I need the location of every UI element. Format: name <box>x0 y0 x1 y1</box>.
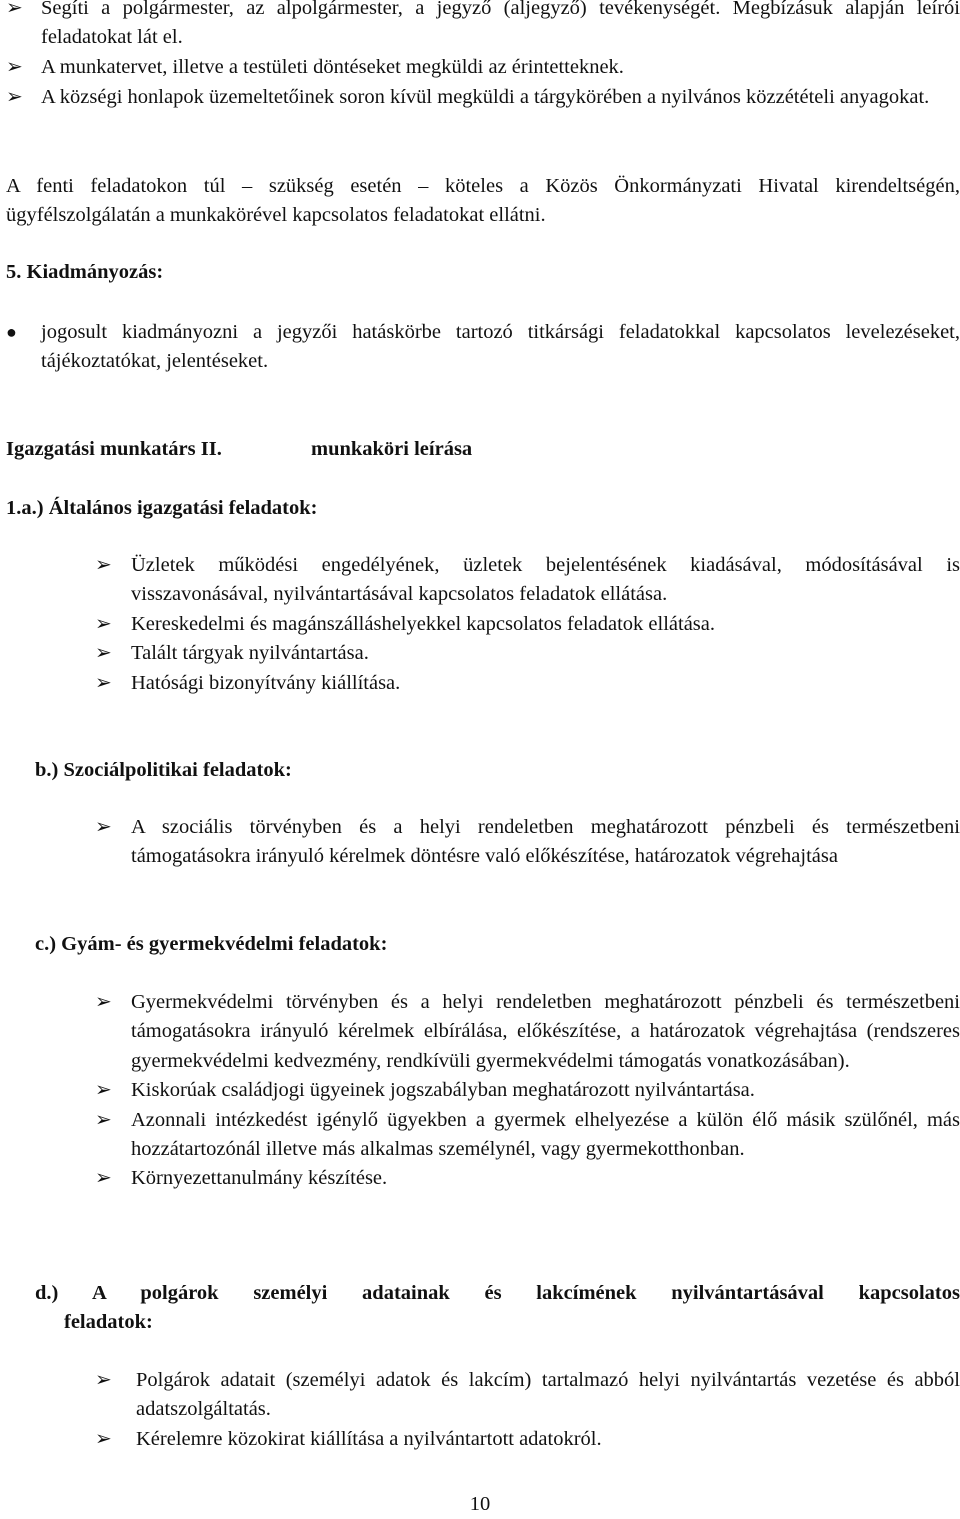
job-description-label: munkaköri leírása <box>311 438 473 460</box>
arrow-bullet-icon: ➢ <box>95 1079 112 1102</box>
list-item: ➢ Segíti a polgármester, az alpolgármester, a jegyző (aljegyző) tevékenységét. Megbízásuk alapján leírói feladatokat lát el. <box>41 0 960 53</box>
list-item: jogosult kiadmányozni a jegyzői hatáskörbe tartozó titkársági feladatokkal kapcsolatos levelezéseket, tájékoztatókat, jelentéseket. <box>41 321 960 373</box>
list-item: ➢ Gyermekvédelmi törvényben és a helyi rendeletben meghatározott pénzbeli és természetbeni támogatásokra irányuló kérelmek elbírálása, előkészítése, a határozatok végrehajtása (rendszeres gyermekvédelmi kedvezmény, rendkívüli gyermekvédelmi támogatás vonatkozásában). <box>131 988 960 1076</box>
section-d-list <box>95 1366 960 1454</box>
arrow-bullet-icon: ➢ <box>95 1108 112 1131</box>
arrow-bullet-icon: ➢ <box>95 554 112 576</box>
duties-paragraph: A fenti feladatokon túl – szükség esetén – köteles a Közös Önkormányzati Hivatal kirendeltségén, ügyfélszolgálatán a munkakörével kapcsolatos feladatokat ellátni. <box>6 175 960 227</box>
list-item: ➢ Üzletek működési engedélyének, üzletek bejelentésének kiadásával, módosításával is visszavonásával, nyilvántartásával kapcsolatos feladatok ellátása. <box>131 551 960 610</box>
list-item: ➢ A községi honlapok üzemeltetőinek soron kívül megküldi a tárgykörében a nyilvános közzétételi anyagokat. <box>41 83 960 112</box>
arrow-bullet-icon: ➢ <box>95 671 112 694</box>
list-item: ➢ Hatósági bizonyítvány kiállítása. <box>131 669 960 698</box>
arrow-bullet-icon: ➢ <box>95 1369 112 1391</box>
section-b-heading: b.) Szociálpolitikai feladatok: <box>35 759 292 781</box>
arrow-bullet-icon: ➢ <box>95 612 112 635</box>
arrow-bullet-icon: ➢ <box>95 1167 112 1190</box>
arrow-bullet-icon: ➢ <box>95 1427 112 1450</box>
job-title: Igazgatási munkatárs II. <box>6 438 222 460</box>
list-item: ➢ A munkatervet, illetve a testületi döntéseket megküldi az érintetteknek. <box>41 53 960 83</box>
list-item: ➢ Kereskedelmi és magánszálláshelyekkel kapcsolatos feladatok ellátása. <box>131 610 960 639</box>
list-item: ➢ Talált tárgyak nyilvántartása. <box>131 639 960 668</box>
arrow-bullet-icon: ➢ <box>6 0 23 19</box>
section-c-heading: c.) Gyám- és gyermekvédelmi feladatok: <box>35 933 388 955</box>
section-d-heading <box>35 1279 960 1338</box>
arrow-bullet-icon: ➢ <box>6 86 23 108</box>
arrow-bullet-icon: ➢ <box>6 56 23 78</box>
section-5-heading: 5. Kiadmányozás: <box>6 261 164 283</box>
bullet-dot-icon: ● <box>6 322 17 342</box>
list-item: ➢ Polgárok adatait (személyi adatok és lakcím) tartalmazó helyi nyilvántartás vezetése és abból adatszolgáltatás. <box>136 1366 960 1425</box>
section-d-heading-line2: feladatok: <box>64 1311 153 1334</box>
arrow-bullet-icon: ➢ <box>95 991 112 1013</box>
arrow-bullet-icon: ➢ <box>95 642 112 665</box>
arrow-bullet-icon: ➢ <box>95 816 112 838</box>
list-item: ➢ Környezettanulmány készítése. <box>131 1164 960 1193</box>
list-item: ➢ Azonnali intézkedést igénylő ügyekben a gyermek elhelyezése a külön élő másik szülőnél, más hozzátartozónál illetve más alkalmas személynél, vagy gyermekotthonban. <box>131 1106 960 1165</box>
section-b-list <box>95 813 960 872</box>
section-a-list <box>95 551 960 698</box>
section-5-list <box>6 318 960 377</box>
top-task-list <box>6 0 960 112</box>
section-a-heading: 1.a.) Általános igazgatási feladatok: <box>6 497 318 519</box>
list-item: ➢ A szociális törvényben és a helyi rendeletben meghatározott pénzbeli és természetbeni támogatásokra irányuló kérelmek döntésre való előkészítése, határozatok végrehajtása <box>131 813 960 872</box>
section-c-list <box>95 988 960 1194</box>
section-d-heading-line1: d.) A polgárok személyi adatainak és lakcímének nyilvántartásával kapcsolatos <box>35 1282 960 1304</box>
list-item: ➢ Kiskorúak családjogi ügyeinek jogszabályban meghatározott nyilvántartása. <box>131 1076 960 1105</box>
list-item: ➢ Kérelemre közokirat kiállítása a nyilvántartott adatokról. <box>136 1425 960 1454</box>
page-number: 10 <box>469 1493 491 1515</box>
